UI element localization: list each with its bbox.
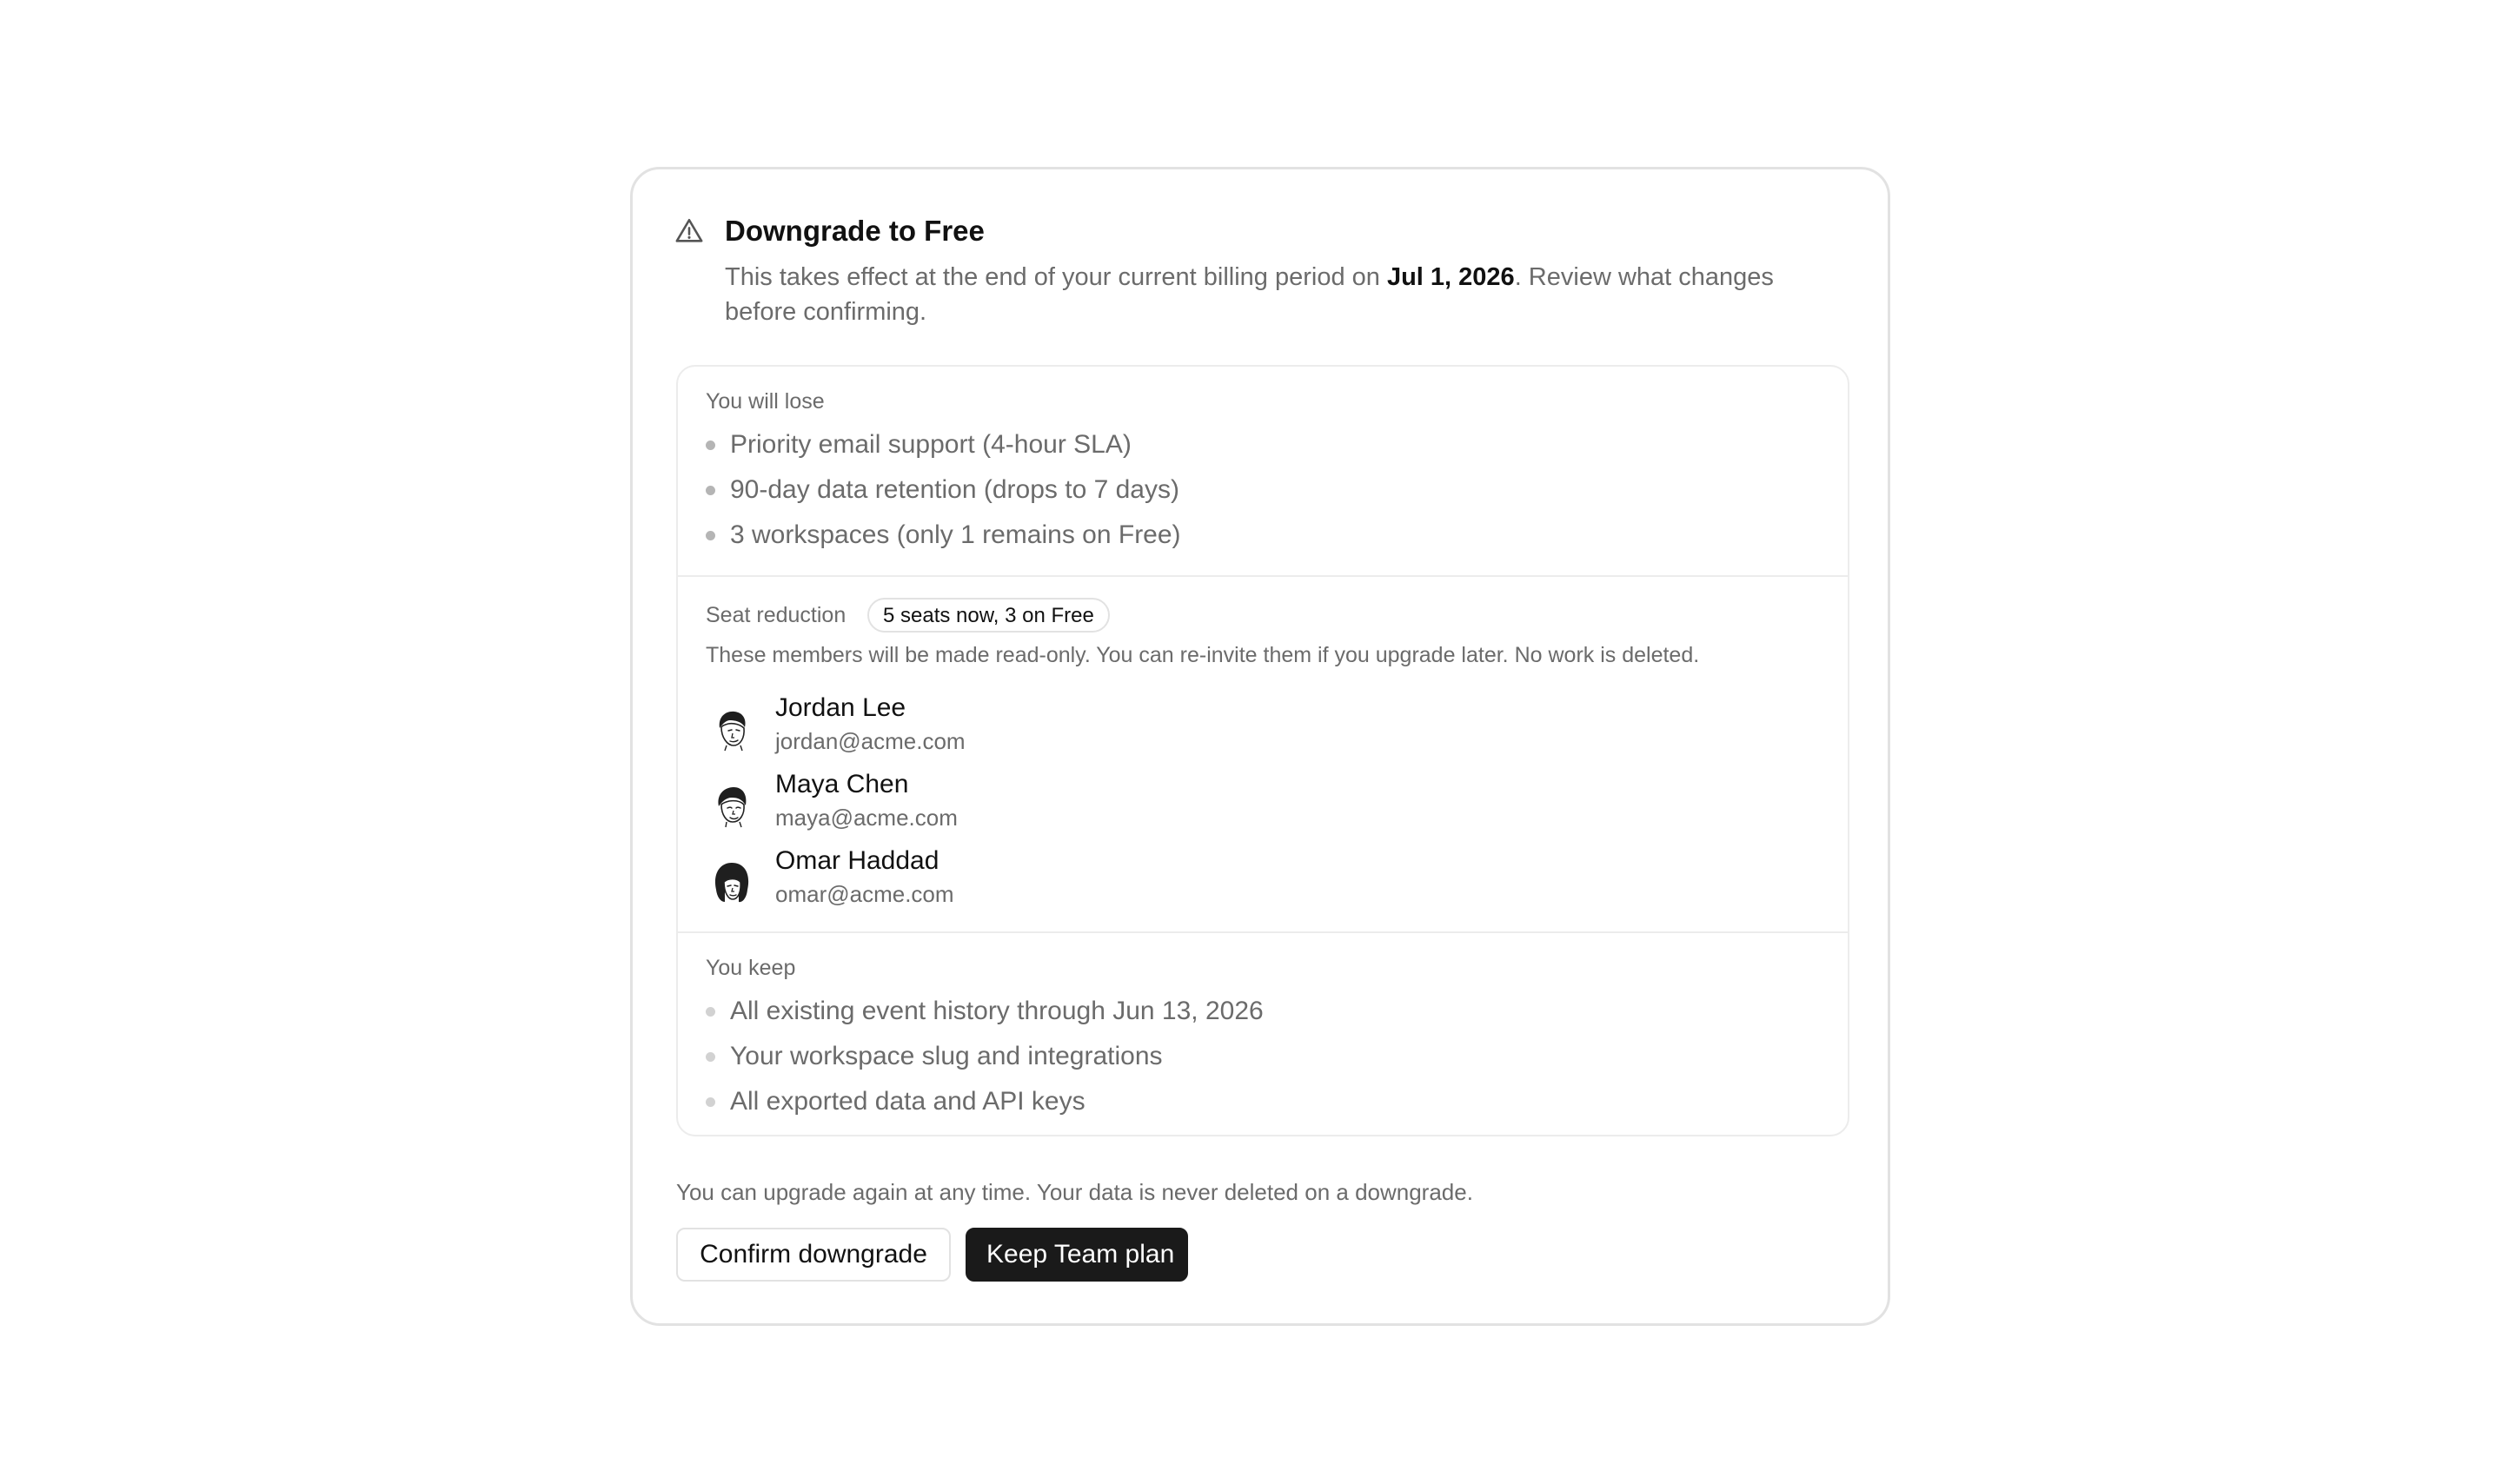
keep-item: All existing event history through Jun 13, 2026 bbox=[706, 989, 1264, 1034]
downgrade-dialog bbox=[630, 167, 1890, 1326]
member-avatar bbox=[706, 855, 758, 907]
keep-item: Your workspace slug and integrations bbox=[706, 1034, 1264, 1079]
keep-team-plan-button[interactable]: Keep Team plan bbox=[966, 1228, 1188, 1282]
description-text: This takes effect at the end of your current billing period on bbox=[725, 263, 1387, 291]
warning-triangle-icon bbox=[674, 216, 704, 246]
member-email: jordan@acme.com bbox=[775, 728, 966, 754]
member-row bbox=[706, 846, 1314, 916]
member-email: maya@acme.com bbox=[775, 805, 958, 831]
keep-label: You keep bbox=[706, 956, 796, 980]
seat-count-badge: 5 seats now, 3 on Free bbox=[867, 598, 1110, 633]
lose-section bbox=[678, 367, 1848, 577]
dialog-description bbox=[725, 260, 1846, 329]
seat-reduction-section bbox=[678, 577, 1848, 933]
seat-reduction-label: Seat reduction bbox=[706, 603, 847, 627]
changes-panel bbox=[676, 365, 1849, 1136]
description-text-end: . Review what changes before confirming. bbox=[725, 263, 1774, 326]
member-avatar bbox=[706, 778, 758, 831]
lose-item: 90-day data retention (drops to 7 days) bbox=[706, 467, 1181, 513]
member-row bbox=[706, 770, 1314, 839]
keep-section bbox=[678, 933, 1848, 1136]
member-name: Omar Haddad bbox=[775, 846, 939, 875]
member-avatar bbox=[706, 702, 758, 754]
member-email: omar@acme.com bbox=[775, 881, 954, 907]
member-name: Jordan Lee bbox=[775, 693, 906, 722]
seat-reduction-note: These members will be made read-only. You can re-invite them if you upgrade later. No work is deleted. bbox=[706, 643, 1700, 667]
effective-date: Jul 1, 2026 bbox=[1386, 263, 1515, 291]
lose-item: 3 workspaces (only 1 remains on Free) bbox=[706, 513, 1181, 558]
footer-note: You can upgrade again at any time. Your data is never deleted on a downgrade. bbox=[676, 1179, 1473, 1205]
member-name: Maya Chen bbox=[775, 770, 909, 798]
keep-item: All exported data and API keys bbox=[706, 1079, 1264, 1124]
dialog-title: Downgrade to Free bbox=[725, 215, 985, 247]
lose-list bbox=[706, 422, 1181, 558]
keep-list bbox=[706, 989, 1264, 1124]
confirm-downgrade-button[interactable]: Confirm downgrade bbox=[676, 1228, 951, 1282]
lose-item: Priority email support (4-hour SLA) bbox=[706, 422, 1181, 467]
member-row bbox=[706, 693, 1314, 763]
lose-label: You will lose bbox=[706, 389, 825, 414]
